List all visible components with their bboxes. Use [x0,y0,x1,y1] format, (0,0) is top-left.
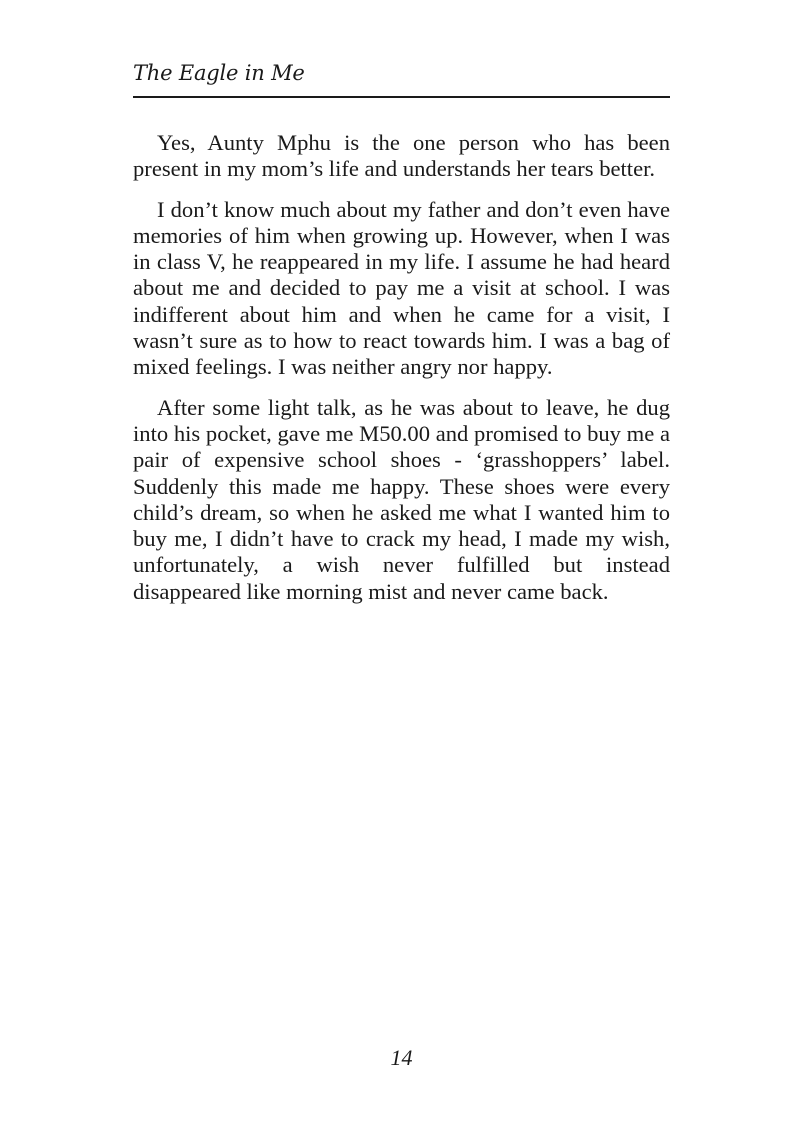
running-header-title: The Eagle in Me [133,61,305,85]
paragraph: I don’t know much about my father and don’t even have memories of him when growing up. However, when I was in class V, he reappeared in my life. I assume he had heard about me and decided to pay me a visit at school. I was indifferent about him and when he came for a visit, I wasn’t sure as to how to react towards him. I was a bag of mixed feelings. I was neither angry nor happy. [133,196,670,380]
body-text [133,130,670,619]
page-number: 14 [390,1045,413,1070]
paragraph: Yes, Aunty Mphu is the one person who has been present in my mom’s life and understands her tears better. [133,130,670,182]
header-rule [133,96,670,98]
paragraph: After some light talk, as he was about to leave, he dug into his pocket, gave me M50.00 and promised to buy me a pair of expensive school shoes - ‘grasshoppers’ label. Suddenly this made me happy. These shoes were every child’s dream, so when he asked me what I wanted him to buy me, I didn’t have to crack my head, I made my wish, unfortunately, a wish never fulfilled but instead disappeared like morning mist and never came back. [133,394,670,604]
